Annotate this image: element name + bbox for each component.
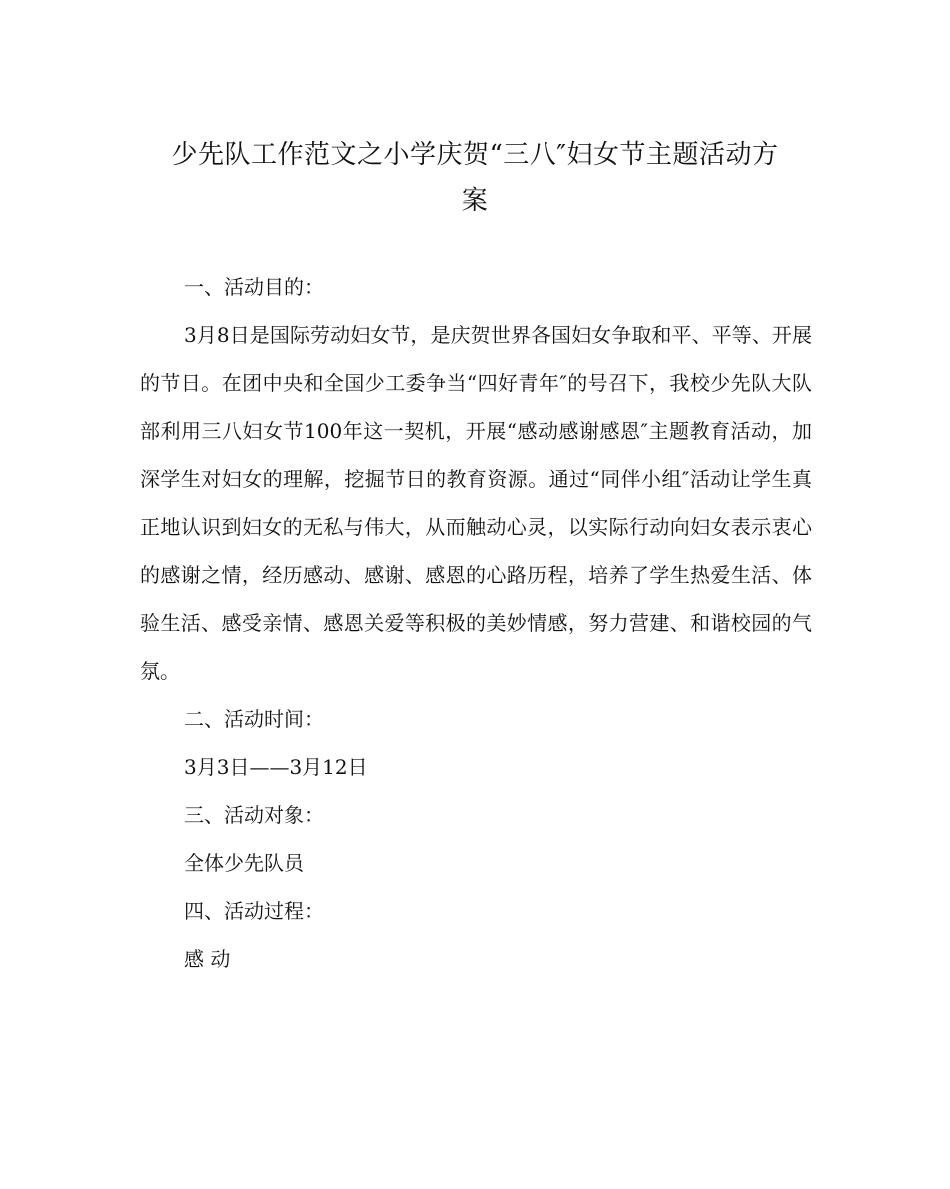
title-line-2: 案	[461, 186, 489, 216]
process-subheading: 感 动	[184, 947, 231, 971]
document-body	[140, 263, 812, 983]
section-heading-process: 四、活动过程：	[184, 899, 324, 923]
document-title	[120, 132, 830, 224]
section-heading-purpose: 一、活动目的：	[184, 275, 324, 299]
activity-time-value: 3月3日——3月12日	[184, 755, 368, 779]
section-heading-audience: 三、活动对象：	[184, 803, 324, 827]
title-line-1: 少先队工作范文之小学庆贺“三八″妇女节主题活动方	[171, 140, 779, 170]
purpose-paragraph: 3月8日是国际劳动妇女节，是庆贺世界各国妇女争取和平、平等、开展的节日。在团中央和全国少工委争当“四好青年″的号召下，我校少先队大队部利用三八妇女节100年这一契机，开展“感动感谢感恩″主题教育活动，加深学生对妇女的理解，挖掘节日的教育资源。通过“同伴小组″活动让学生真正地认识到妇女的无私与伟大，从而触动心灵，以实际行动向妇女表示衷心的感谢之情，经历感动、感谢、感恩的心路历程，培养了学生热爱生活、体验生活、感受亲情、感恩关爱等积极的美妙情感，努力营建、和谐校园的气氛。	[140, 323, 812, 683]
activity-audience-value: 全体少先队员	[184, 851, 304, 875]
section-heading-time: 二、活动时间：	[184, 707, 324, 731]
